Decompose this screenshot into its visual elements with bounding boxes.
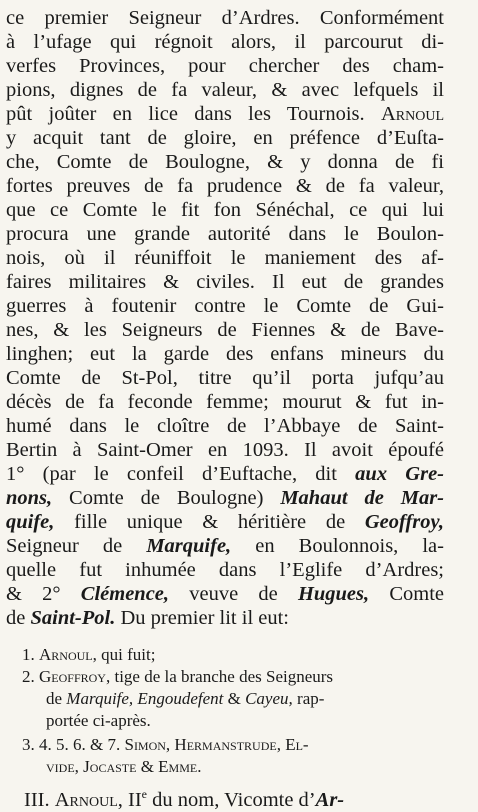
- text-line: Seigneur de Marquife, en Boulonnois, la-: [6, 535, 444, 557]
- text-line: guerres à foutenir contre le Comte de Gui-: [6, 295, 444, 317]
- text-line: nons, Comte de Boulogne) Mahaut de Mar-: [6, 487, 444, 509]
- text-line: procura une grande autorité dans le Boulon-: [6, 223, 444, 245]
- text-line: che, Comte de Boulogne, & y donna de fi: [6, 151, 444, 173]
- text-line: pût joûter en lice dans les Tournois. Arnoul: [6, 103, 444, 125]
- text-line: quelle fut inhumée dans l’Eglife d’Ardres;: [6, 559, 444, 581]
- text-line: décès de fa feconde femme; mourut & fut in-: [6, 391, 444, 413]
- list-item-continued: portée ci-après.: [46, 711, 151, 730]
- text-line: Bertin à Saint-Omer en 1093. Il avoit époufé: [6, 439, 444, 461]
- text-line: & 2° Clémence, veuve de Hugues, Comte: [6, 583, 444, 605]
- text-line: que ce Comte le fit fon Sénéchal, ce qui lui: [6, 199, 444, 221]
- text-line: à l’ufage qui régnoit alors, il parcourut di-: [6, 31, 444, 53]
- text-line: faires militaires & civiles. Il eut de grandes: [6, 271, 444, 293]
- list-item: 3. 4. 5. 6. & 7. Simon, Hermanstrude, El-: [22, 735, 309, 754]
- list-item: 1. Arnoul, qui fuit;: [22, 645, 156, 664]
- list-item-continued: vide, Jocaste & Emme.: [46, 757, 202, 776]
- section-heading: III. Arnoul, IIe du nom, Vicomte d’Ar-: [24, 787, 345, 811]
- text-line: ce premier Seigneur d’Ardres. Conformément: [6, 7, 444, 29]
- text-line: y acquit tant de gloire, en préfence d’Euſta-: [6, 127, 444, 149]
- text-line: nois, où il réuniffoit le maniement des af-: [6, 247, 444, 269]
- text-line: quife, fille unique & héritière de Geoffroy,: [6, 511, 444, 533]
- text-line: nes, & les Seigneurs de Fiennes & de Bave-: [6, 319, 444, 341]
- list-item: 2. Geoffroy, tige de la branche des Seigneurs: [22, 667, 334, 686]
- text-line: pions, dignes de fa valeur, & avec lefquels il: [6, 79, 444, 101]
- text-line: 1° (par le confeil d’Euftache, dit aux Gre-: [6, 463, 444, 485]
- text-line: humé dans le cloître de l’Abbaye de Saint-: [6, 415, 444, 437]
- text-line: fortes preuves de fa prudence & de fa valeur,: [6, 175, 444, 197]
- text-line: linghen; eut la garde des enfans mineurs du: [6, 343, 444, 365]
- text-line: verfes Provinces, pour chercher des cham-: [6, 55, 444, 77]
- text-line: Comte de St-Pol, titre qu’il porta jufqu’au: [6, 367, 444, 389]
- text-line: de Saint-Pol. Du premier lit il eut:: [6, 607, 289, 629]
- list-item-continued: de Marquife, Engoudefent & Cayeu, rap-: [46, 689, 325, 708]
